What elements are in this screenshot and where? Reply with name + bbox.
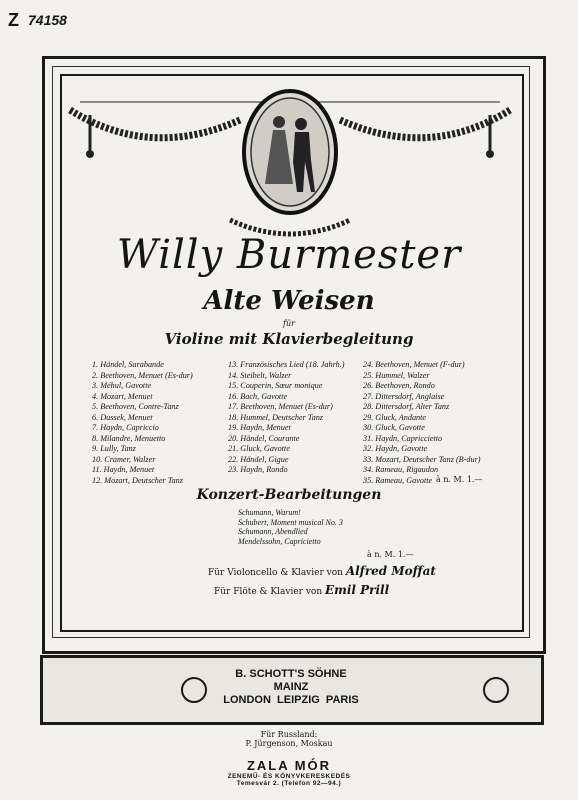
list-item: 1. Händel, Sarabande: [92, 360, 164, 369]
list-item: 17. Beethoven, Menuet (Es-dur): [228, 402, 333, 411]
list-item: 6. Dussek, Menuet: [92, 412, 153, 422]
list-item: 7. Haydn, Capriccio: [92, 423, 159, 432]
list-item: 5. Beethoven, Contre-Tanz: [92, 402, 179, 411]
list-item: Schumann, Abendlied: [238, 527, 308, 536]
shelfmark-number: 74158: [28, 12, 67, 28]
list-item: 13. Französisches Lied (18. Jahrh.): [228, 360, 345, 369]
list-item: 27. Dittersdorf, Anglaise: [363, 391, 445, 401]
dealer-line1: ZENEMŰ- ÉS KÖNYVKERESKEDÉS: [227, 773, 351, 780]
piece-list-col3: [363, 360, 481, 486]
list-item: 2. Beethoven, Menuet (Es-dur): [92, 370, 193, 380]
flute-arranger: Emil Prill: [325, 583, 390, 597]
cello-arrangement: [208, 564, 436, 578]
list-item: 32. Haydn, Gavotte: [363, 444, 428, 453]
list-item: 25. Hummel, Walzer: [363, 370, 430, 380]
publisher-city: MAINZ: [273, 681, 309, 693]
list-item: 28. Dittersdorf, Alter Tanz: [363, 402, 450, 411]
list-item: Schumann, Warum!: [238, 508, 301, 517]
list-item: 14. Steibelt, Walzer: [228, 370, 292, 380]
piece-list-col2: [228, 360, 345, 476]
shelfmark-prefix: Z: [8, 10, 19, 30]
instrumentation: Violine mit Klavierbegleitung: [164, 330, 414, 348]
list-item: 15. Couperin, Sœur monique: [228, 381, 323, 390]
list-item: 12. Mozart, Deutscher Tanz: [92, 475, 183, 485]
list-item: 34. Rameau, Rigaudon: [363, 465, 439, 474]
portrait-medallion-image: [241, 88, 339, 216]
rosette-icon: [483, 677, 509, 703]
collection-title: Alte Weisen: [203, 286, 375, 316]
list-item: 26. Beethoven, Rondo: [363, 381, 435, 390]
publisher-panel: [40, 655, 544, 725]
cello-arranger: Alfred Moffat: [345, 564, 436, 578]
list-item: 31. Haydn, Capriccietto: [363, 433, 443, 443]
price-label: à n. M. 1.—: [436, 475, 483, 484]
list-item: 23. Haydn, Rondo: [228, 465, 288, 474]
konzert-heading: Konzert-Bearbeitungen: [196, 487, 382, 503]
dealer-stamp: [0, 758, 578, 787]
distributor-region: Für Russland:: [260, 730, 318, 739]
list-item: 21. Gluck, Gavotte: [228, 444, 290, 453]
piece-list-col1: [92, 360, 193, 486]
list-item: 20. Händel, Courante: [228, 433, 300, 443]
composer-name: Willy Burmester: [116, 232, 462, 278]
list-item: 8. Milandre, Menuetto: [92, 433, 166, 443]
publisher-branches: LONDON LEIPZIG PARIS: [223, 694, 359, 706]
publisher-imprint: [177, 668, 405, 712]
list-item: 4. Mozart, Menuet: [92, 391, 153, 401]
list-item: 3. Méhul, Gavotte: [92, 381, 152, 390]
list-item: 18. Hummel, Deutscher Tanz: [228, 412, 323, 422]
list-item: 29. Gluck, Andante: [363, 412, 427, 422]
distributor-name: P. Jürgenson, Moskau: [245, 739, 333, 748]
list-item: 19. Haydn, Menuet: [228, 423, 291, 432]
publisher-name: B. SCHOTT'S SÖHNE: [235, 668, 347, 680]
for-label: für: [283, 319, 295, 328]
konzert-list: [238, 508, 343, 546]
list-item: 11. Haydn, Menuet: [92, 465, 155, 474]
distributor: [0, 730, 578, 748]
list-item: 16. Bach, Gavotte: [228, 391, 288, 401]
list-item: 10. Cramer, Walzer: [92, 454, 156, 464]
cello-prefix: Für Violoncello & Klavier von: [208, 568, 343, 578]
list-item: 24. Beethoven, Menuet (F-dur): [363, 360, 465, 369]
flute-prefix: Für Flöte & Klavier von: [214, 587, 323, 597]
list-item: Mendelssohn, Capricietto: [238, 536, 321, 546]
list-item: Schubert, Moment musical No. 3: [238, 517, 343, 527]
flute-arrangement: [214, 583, 389, 597]
dealer-line2: Temesvár 2. (Telefon 92—94.): [236, 780, 342, 787]
list-item: 22. Händel, Gigue: [228, 454, 289, 464]
list-item: 33. Mozart, Deutscher Tanz (B-dur): [363, 454, 481, 464]
dealer-name: ZALA MÓR: [246, 758, 332, 773]
list-item: 9. Lully, Tanz: [92, 444, 136, 453]
list-item: 35. Rameau, Gavotte: [363, 475, 433, 485]
price-label: à n. M. 1.—: [367, 550, 414, 559]
list-item: 30. Gluck, Gavotte: [363, 423, 425, 432]
